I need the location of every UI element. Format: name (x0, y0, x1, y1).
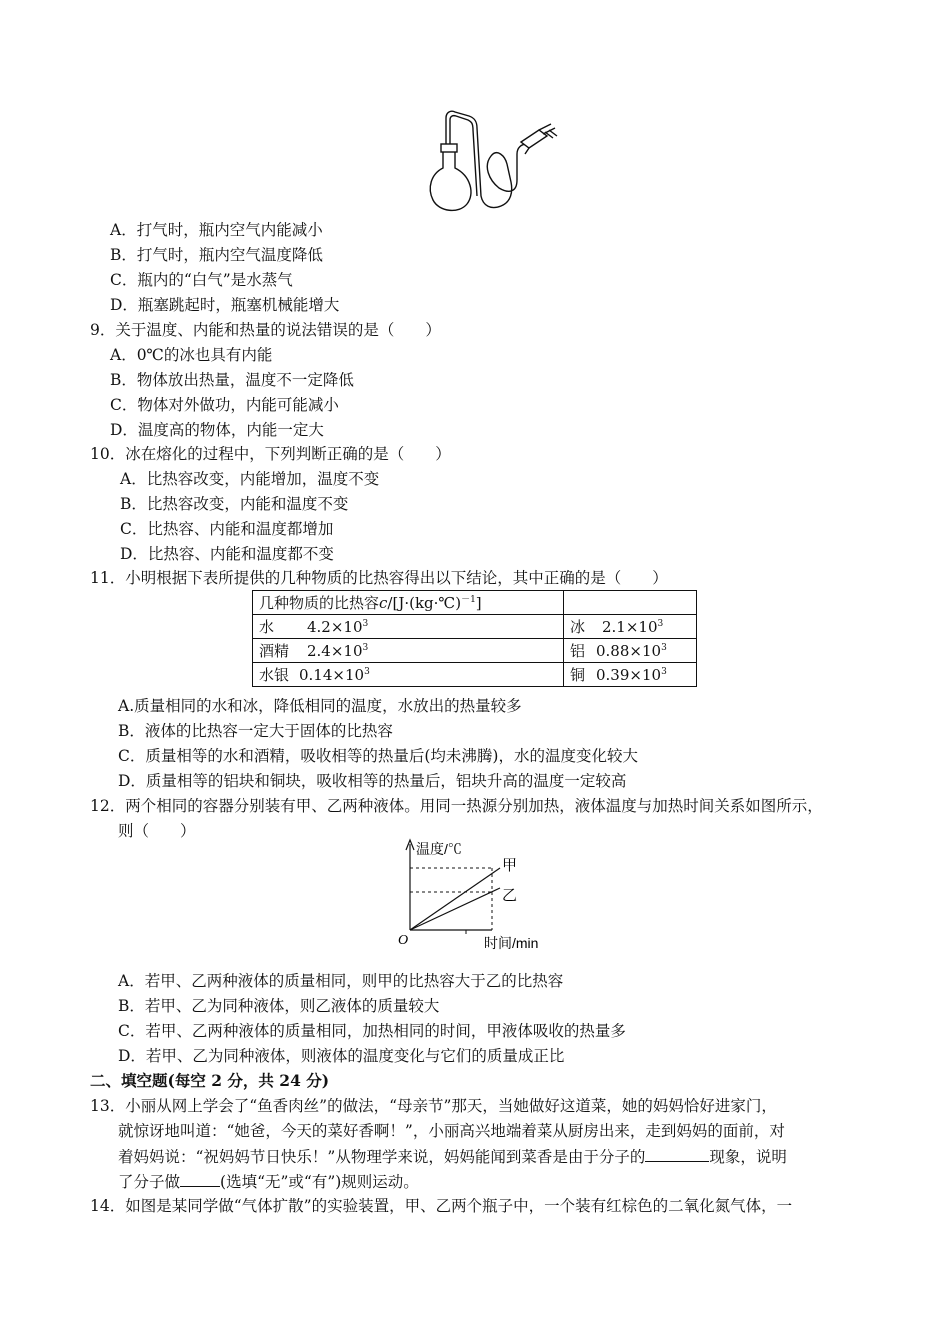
q13-line1: 13．小丽从网上学会了“鱼香肉丝”的做法，“母亲节”那天，当她做好这道菜，她的妈妈恰好进家门， (90, 1097, 777, 1115)
table-header-empty (564, 591, 697, 615)
header-var: c (379, 594, 388, 612)
q8-option-c: C．瓶内的“白气”是水蒸气 (110, 271, 293, 289)
q11-option-c: C．质量相等的水和酒精，吸收相等的热量后(均未沸腾)，水的温度变化较大 (118, 747, 638, 765)
header-close: ] (475, 594, 482, 612)
series-label-b: 乙 (502, 886, 518, 904)
substance-value: 0.88×10 (596, 642, 662, 660)
table-cell (564, 639, 697, 663)
q10-option-c: C．比热容、内能和温度都增加 (120, 520, 334, 538)
q13-line4 (118, 1171, 419, 1192)
q13-line4-tail: (选填“无”或“有”)规则运动。 (220, 1173, 419, 1191)
flask-pump-figure (425, 108, 560, 216)
answer-blank[interactable] (180, 1171, 220, 1187)
q12-option-b: B．若甲、乙为同种液体，则乙液体的质量较大 (118, 997, 440, 1015)
q11-option-b: B．液体的比热容一定大于固体的比热容 (118, 722, 393, 740)
q8-option-d: D．瓶塞跳起时，瓶塞机械能增大 (110, 296, 340, 314)
q9-stem: 9．关于温度、内能和热量的说法错误的是（ ） (90, 321, 441, 339)
table-cell (253, 663, 564, 687)
q10-stem: 10．冰在熔化的过程中，下列判断正确的是（ ） (90, 445, 451, 463)
table-cell (564, 615, 697, 639)
q9-option-d: D．温度高的物体，内能一定大 (110, 421, 324, 439)
substance-name: 铝 (570, 642, 586, 660)
substance-name: 铜 (570, 666, 586, 684)
q13-line4-text: 了分子做 (118, 1173, 181, 1191)
q14-line1: 14．如图是某同学做“气体扩散”的实验装置，甲、乙两个瓶子中，一个装有红棕色的二氧化氮气体，一 (90, 1197, 793, 1215)
substance-value: 0.14×10 (299, 666, 365, 684)
q8-option-a: A．打气时，瓶内空气内能减小 (110, 221, 323, 239)
q11-option-a: A.质量相同的水和冰，降低相同的温度，水放出的热量较多 (118, 697, 522, 715)
q9-option-c: C．物体对外做功，内能可能减小 (110, 396, 339, 414)
q11-option-d: D．质量相等的铝块和铜块，吸收相等的热量后，铝块升高的温度一定较高 (118, 772, 627, 790)
q12-option-d: D．若甲、乙为同种液体，则液体的温度变化与它们的质量成正比 (118, 1047, 565, 1065)
y-axis-label: 温度/℃ (416, 841, 462, 857)
q10-option-a: A．比热容改变，内能增加，温度不变 (120, 470, 380, 488)
q13-line3 (118, 1146, 787, 1167)
table-cell (253, 615, 564, 639)
header-exp: －1 (461, 595, 476, 605)
table-row (253, 639, 697, 663)
header-unit: /[J·(kg·℃) (387, 594, 462, 612)
substance-value: 0.39×10 (596, 666, 662, 684)
q12-option-a: A．若甲、乙两种液体的质量相同，则甲的比热容大于乙的比热容 (118, 972, 564, 990)
q9-option-b: B．物体放出热量，温度不一定降低 (110, 371, 354, 389)
table-header-cell (253, 591, 564, 615)
q11-stem: 11．小明根据下表所提供的几种物质的比热容得出以下结论，其中正确的是（ ） (90, 569, 668, 587)
line-a (410, 868, 500, 930)
substance-exp: 3 (661, 643, 667, 653)
section-title: 二、填空题(每空 2 分，共 24 分) (90, 1071, 330, 1090)
q8-option-b: B．打气时，瓶内空气温度降低 (110, 246, 323, 264)
q13-line3-tail: 现象，说明 (709, 1148, 787, 1166)
substance-exp: 3 (661, 667, 667, 677)
q13-line3-text: 着妈妈说：“祝妈妈节日快乐！”从物理学来说，妈妈能闻到菜香是由于分子的 (118, 1148, 646, 1166)
substance-name: 水银 (259, 666, 290, 684)
substance-value: 4.2×10 (307, 618, 363, 636)
table-row (253, 663, 697, 687)
substance-value: 2.4×10 (307, 642, 363, 660)
substance-exp: 3 (364, 667, 370, 677)
q10-option-b: B．比热容改变，内能和温度不变 (120, 495, 349, 513)
table-cell (564, 663, 697, 687)
substance-exp: 3 (362, 643, 369, 653)
line-b (410, 888, 500, 930)
origin-label: O (398, 933, 409, 948)
substance-name: 冰 (570, 618, 586, 636)
substance-exp: 3 (362, 619, 369, 629)
x-axis-label: 时间/min (484, 935, 539, 951)
q9-option-a: A．0℃的冰也具有内能 (110, 346, 273, 364)
table-row (253, 615, 697, 639)
substance-name: 水 (259, 618, 275, 636)
substance-value: 2.1×10 (602, 618, 658, 636)
series-label-a: 甲 (502, 856, 518, 874)
table-cell (253, 639, 564, 663)
specific-heat-table (252, 590, 697, 687)
substance-exp: 3 (657, 619, 664, 629)
q12-stem-line1: 12．两个相同的容器分别装有甲、乙两种液体。用同一热源分别加热，液体温度与加热时间关系如图所示， (90, 797, 823, 815)
table-header-row (253, 591, 697, 615)
substance-name: 酒精 (259, 642, 290, 660)
answer-blank[interactable] (645, 1146, 709, 1162)
q13-line2: 就惊讶地叫道：“她爸，今天的菜好香啊！”，小丽高兴地端着菜从厨房出来，走到妈妈的面前，对 (118, 1122, 785, 1140)
q10-option-d: D．比热容、内能和温度都不变 (120, 545, 334, 563)
temperature-time-graph (392, 836, 562, 952)
q12-stem-line2: 则（ ） (118, 822, 196, 840)
q12-option-c: C．若甲、乙两种液体的质量相同，加热相同的时间，甲液体吸收的热量多 (118, 1022, 626, 1040)
header-prefix: 几种物质的比热容 (259, 594, 380, 612)
